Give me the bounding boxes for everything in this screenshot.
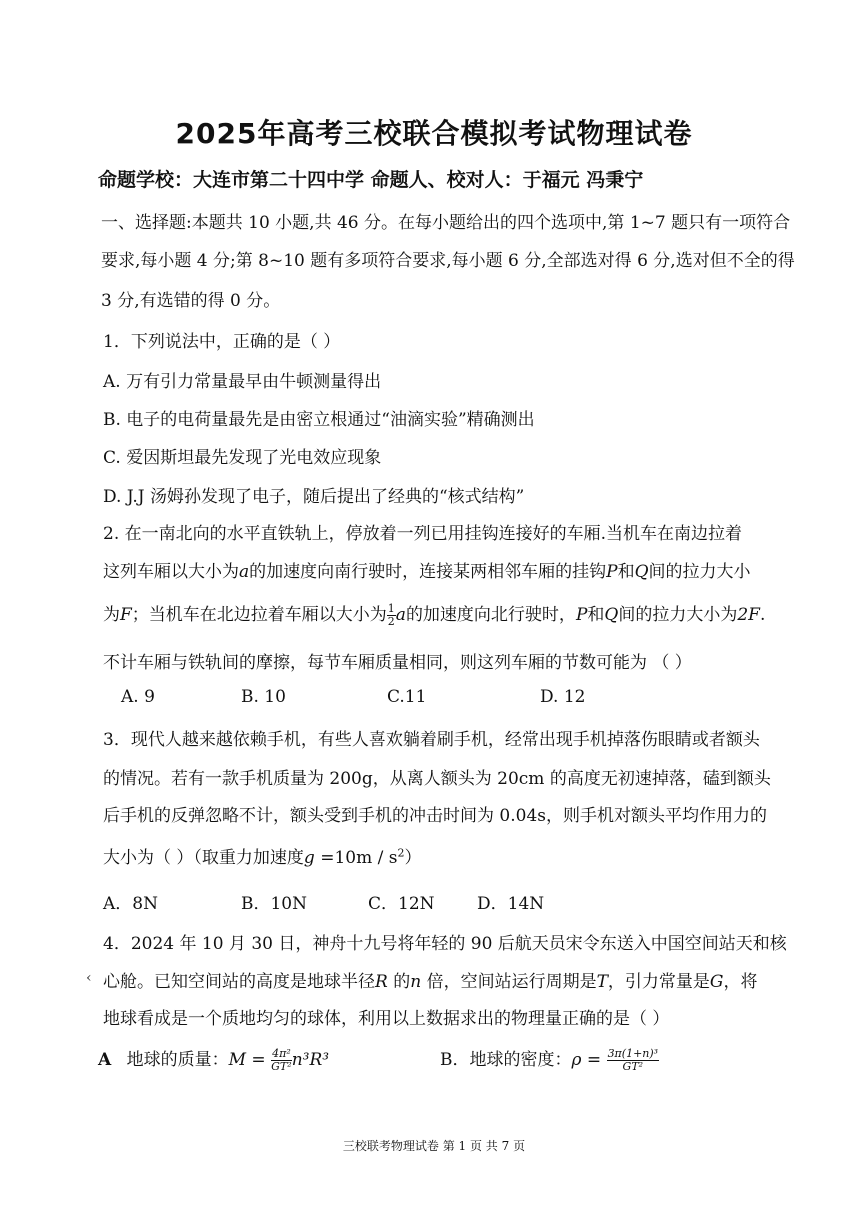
q1-option-b: B. 电子的电荷量最先是由密立根通过“油滴实验”精确测出: [103, 410, 535, 430]
q2-fraction: [387, 603, 396, 628]
q2-text: 为: [103, 605, 120, 625]
author-line: 命题学校：大连市第二十四中学 命题人、校对人：于福元 冯秉宁: [98, 169, 644, 191]
q4-var-t: T: [596, 972, 608, 992]
q4-option-a-label: A: [98, 1050, 112, 1070]
q2-line-2: [103, 557, 751, 582]
q3-line-2: 的情况。若有一款手机质量为 200g，从离人额头为 20cm 的高度无初速掉落，磕到额头: [103, 769, 771, 789]
q3-superscript: 2: [397, 846, 405, 860]
q2-var-2f: 2F: [737, 605, 760, 625]
q1-option-a: A. 万有引力常量最早由牛顿测量得出: [103, 372, 382, 392]
q4-var-m: M: [228, 1050, 247, 1070]
q2-option-a: A. 9: [121, 687, 155, 707]
q4-option-b-text: B．地球的密度：: [440, 1050, 572, 1070]
q2-line-1: 2. 在一南北向的水平直铁轨上，停放着一列已用挂钩连接好的车厢.当机车在南边拉着: [103, 524, 743, 544]
q2-text: 的加速度向北行驶时，: [405, 605, 576, 625]
q2-text: 的加速度向南行驶时，连接某两相邻车厢的挂钩: [249, 562, 607, 582]
section-intro-line-1: 一、选择题:本题共 10 小题,共 46 分。在每小题给出的四个选项中,第 1~7 题只有一项符合: [101, 213, 791, 233]
q4-line-2: [103, 967, 758, 992]
q3-text: =10m / s: [314, 848, 398, 868]
fraction-numerator: 3π(1+n)³: [607, 1047, 659, 1060]
q3-text: ）: [404, 848, 422, 868]
fraction-numerator: 1: [387, 602, 395, 615]
q4-option-b-fraction: [607, 1048, 660, 1073]
q4-option-a-fraction: [271, 1048, 292, 1073]
q4-option-a-tail: n³R³: [291, 1050, 330, 1070]
q4-equals: =: [581, 1050, 607, 1070]
q2-var-p: P: [606, 562, 618, 582]
q2-text: 间的拉力大小为: [618, 605, 738, 625]
q4-equals: =: [246, 1050, 272, 1070]
q2-line-3: [103, 600, 765, 628]
q4-text: 心舱。已知空间站的高度是地球半径: [103, 972, 375, 992]
q3-line-3: 后手机的反弹忽略不计，额头受到手机的冲击时间为 0.04s，则手机对额头平均作用力的: [103, 806, 767, 826]
q1-option-c: C. 爱因斯坦最先发现了光电效应现象: [103, 448, 382, 468]
q2-var-f: F: [120, 605, 132, 625]
fraction-denominator: GT²: [271, 1060, 292, 1073]
q4-line-3: 地球看成是一个质地均匀的球体，利用以上数据求出的物理量正确的是（ ）: [103, 1009, 670, 1029]
q2-var-q: Q: [634, 562, 649, 582]
q2-option-c: C.11: [387, 687, 427, 707]
q4-text: 倍，空间站运行周期是: [421, 972, 597, 992]
q4-text: 的: [387, 972, 411, 992]
q4-option-a-text: 地球的质量：: [126, 1050, 229, 1070]
q2-text: .: [759, 605, 766, 625]
q3-option-b: B．10N: [241, 894, 307, 914]
q2-var-a: a: [239, 562, 250, 582]
q2-var-p: P: [575, 605, 588, 625]
q2-text: 这列车厢以大小为: [103, 562, 239, 582]
q3-option-d: D．14N: [477, 894, 545, 914]
page-title: 2025年高考三校联合模拟考试物理试卷: [175, 117, 693, 150]
q4-option-a: [98, 1045, 329, 1073]
q4-line-1: 4．2024 年 10 月 30 日，神舟十九号将年轻的 90 后航天员宋令东送入中国空间站天和核: [103, 934, 787, 954]
q1-option-d: D. J.J 汤姆孙发现了电子，随后提出了经典的“核式结构”: [103, 487, 525, 507]
q4-option-b: [440, 1045, 659, 1073]
q2-line-4: 不计车厢与铁轨间的摩擦，每节车厢质量相同，则这列车厢的节数可能为 （ ）: [103, 653, 692, 673]
q2-text: 间的拉力大小: [648, 562, 751, 582]
q2-text: 和: [617, 562, 635, 582]
section-intro-line-2: 要求,每小题 4 分;第 8~10 题有多项符合要求,每小题 6 分,全部选对得 6 分,选对但不全的得: [101, 251, 795, 271]
q2-var-a: a: [395, 605, 406, 625]
fraction-denominator: GT²: [622, 1060, 644, 1073]
q2-option-d: D. 12: [540, 687, 586, 707]
fraction-denominator: 2: [387, 615, 395, 628]
page-footer: 三校联考物理试卷 第 1 页 共 7 页: [342, 1139, 526, 1153]
q3-text: 大小为（ ）（取重力加速度: [103, 848, 304, 868]
q4-var-rho: ρ: [571, 1050, 582, 1070]
q4-text: ，引力常量是: [607, 972, 710, 992]
fraction-numerator: 4π²: [272, 1047, 291, 1060]
margin-mark: ‹: [86, 970, 92, 986]
q1-stem: 1．下列说法中，正确的是（ ）: [103, 332, 341, 352]
q2-var-q: Q: [604, 605, 619, 625]
q3-line-1: 3．现代人越来越依赖手机，有些人喜欢躺着刷手机，经常出现手机掉落伤眼睛或者额头: [103, 730, 760, 750]
q4-var-g: G: [709, 972, 724, 992]
q2-text: 和: [587, 605, 605, 625]
q3-option-a: A．8N: [103, 894, 158, 914]
q2-option-b: B. 10: [241, 687, 286, 707]
q2-text: ；当机车在北边拉着车厢以大小为: [131, 605, 387, 625]
section-intro-line-3: 3 分,有选错的得 0 分。: [101, 291, 281, 311]
q3-var-g: g: [303, 848, 315, 868]
q4-var-n: n: [410, 972, 422, 992]
q4-text: ，将: [723, 972, 758, 992]
q4-var-r: R: [375, 972, 388, 992]
q3-option-c: C．12N: [368, 894, 435, 914]
q3-line-4: [103, 843, 421, 868]
